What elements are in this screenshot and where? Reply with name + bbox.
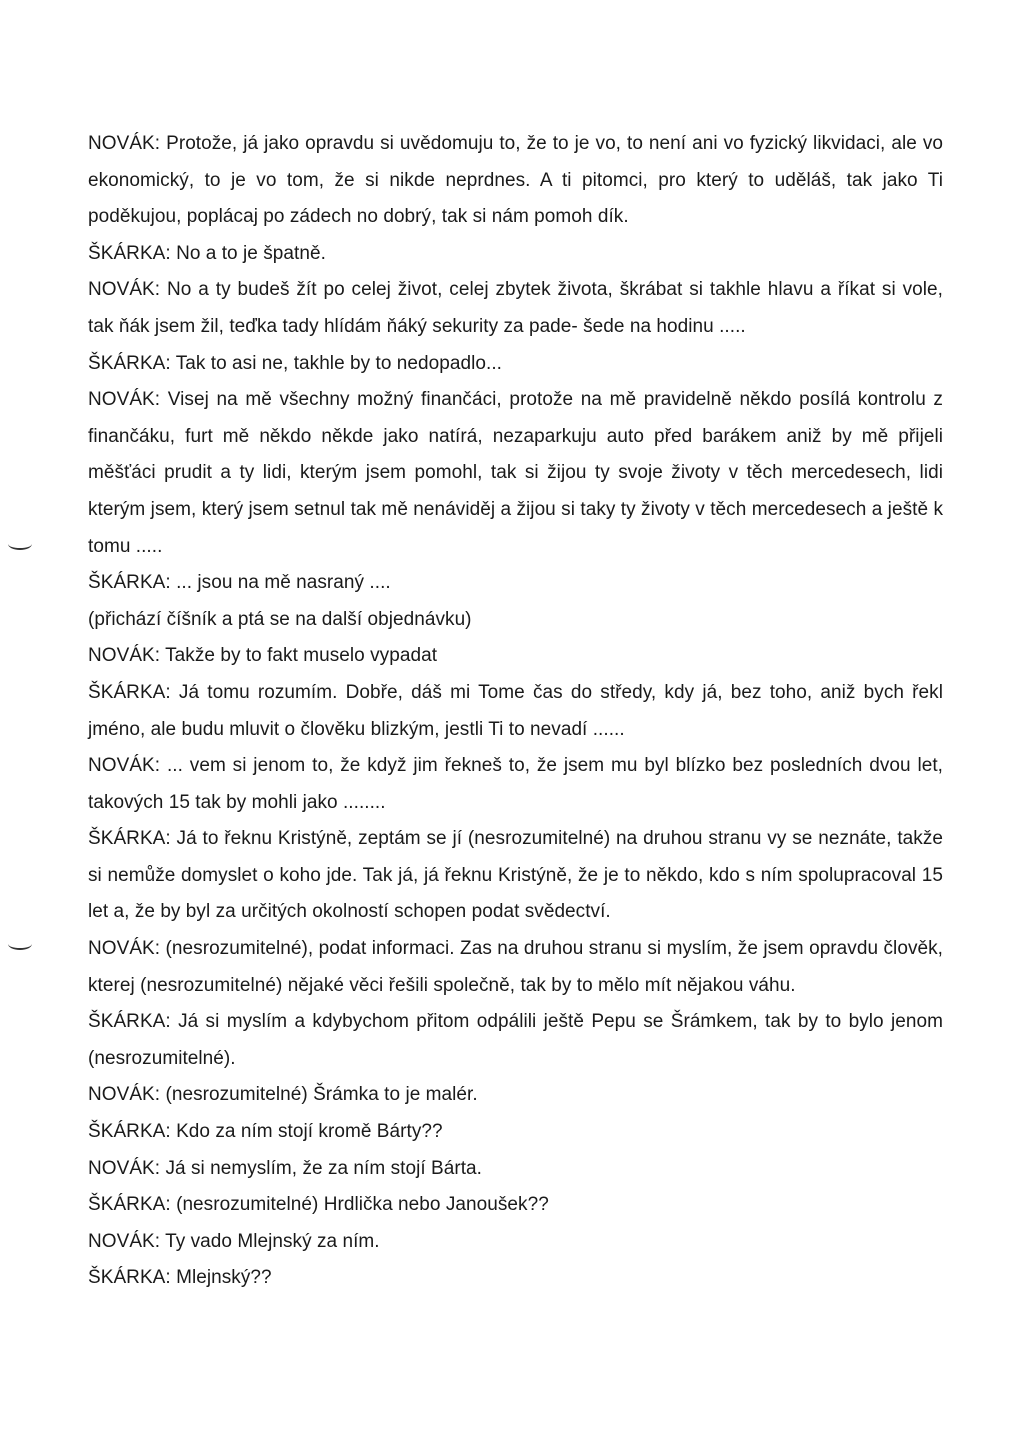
- line-text: Já si myslím a kdybychom přitom odpálili ještě Pepu se Šrámkem, tak by to bylo jenom (nesrozumitelné).: [88, 1011, 943, 1069]
- transcript-line: [88, 382, 943, 565]
- speaker-label: ŠKÁRKA:: [88, 572, 171, 594]
- line-text: (nesrozumitelné) Hrdlička nebo Janoušek??: [176, 1194, 549, 1216]
- line-text: Já to řeknu Kristýně, zeptám se jí (nesrozumitelné) na druhou stranu vy se neznáte, takže si nemůže domyslet o koho jde. Tak já, já řeknu Kristýně, že je to někdo, kdo s ním spolupracoval 15 let a, že by byl za určitých okolností schopen podat svědectví.: [88, 828, 943, 923]
- speaker-label: NOVÁK:: [88, 279, 161, 301]
- transcript: [88, 126, 943, 1297]
- line-text: Ty vado Mlejnský za ním.: [165, 1230, 380, 1252]
- speaker-label: NOVÁK:: [88, 645, 161, 667]
- speaker-label: NOVÁK:: [88, 755, 161, 777]
- speaker-label: NOVÁK:: [88, 1230, 161, 1252]
- speaker-label: NOVÁK:: [88, 133, 161, 154]
- line-text: No a to je špatně.: [176, 242, 326, 264]
- transcript-line: [88, 1187, 943, 1224]
- transcript-line: [88, 748, 943, 821]
- speaker-label: ŠKÁRKA:: [88, 1267, 171, 1289]
- transcript-line: [88, 1114, 943, 1151]
- line-text: ... vem si jenom to, že když jim řekneš to, že jsem mu byl blízko bez posledních dvou let, takových 15 tak by mohli jako ........: [88, 755, 943, 813]
- speaker-label: ŠKÁRKA:: [88, 681, 171, 703]
- line-text: (nesrozumitelné), podat informaci. Zas na druhou stranu si myslím, že jsem opravdu člověk, kterej (nesrozumitelné) nějaké věci řešili společně, tak by to mělo mít nějakou váhu.: [88, 938, 943, 996]
- speaker-label: NOVÁK:: [88, 938, 161, 960]
- line-text: No a ty budeš žít po celej život, celej zbytek života, škrábat si takhle hlavu a říkat si vole, tak ňák jsem žil, teďka tady hlídám ňáký sekurity za pade- šede na hodinu .....: [88, 279, 943, 337]
- line-text: Protože, já jako opravdu si uvědomuju to, že to je vo, to není ani vo fyzický likvidaci, ale vo ekonomický, to je vo tom, že si nikde neprdnes. A ti pitomci, pro který to uděláš, tak jako Ti poděkujou, poplácaj po zádech no dobrý, tak si nám pomoh dík.: [88, 133, 943, 228]
- line-text: Visej na mě všechny možný finančáci, protože na mě pravidelně někdo posílá kontrolu z finančáku, furt mě někdo někde jako natírá, nezaparkuju auto před barákem aniž by mě přijeli měšťáci prudit a ty lidi, kterým jsem pomohl, tak si žijou ty svoje životy v těch mercedesech, lidi kterým jsem, který jsem setnul tak mě nenáviděj a žijou si taky ty životy v těch mercedesech a ještě k tomu .....: [88, 389, 943, 557]
- line-text: Já si nemyslím, že za ním stojí Bárta.: [165, 1157, 483, 1179]
- speaker-label: NOVÁK:: [88, 1157, 161, 1179]
- speaker-label: ŠKÁRKA:: [88, 1194, 171, 1216]
- line-text: (přichází číšník a ptá se na další objednávku): [88, 608, 472, 630]
- transcript-line: [88, 638, 943, 675]
- speaker-label: ŠKÁRKA:: [88, 1121, 171, 1143]
- line-text: Mlejnský??: [176, 1267, 272, 1289]
- speaker-label: ŠKÁRKA:: [88, 828, 171, 850]
- margin-mark: [8, 938, 32, 950]
- transcript-line: [88, 272, 943, 345]
- transcript-line: [88, 236, 943, 273]
- transcript-line: [88, 346, 943, 383]
- stage-direction: [88, 602, 943, 639]
- transcript-line: [88, 565, 943, 602]
- speaker-label: NOVÁK:: [88, 1084, 161, 1106]
- transcript-line: [88, 1151, 943, 1188]
- transcript-line: [88, 821, 943, 931]
- transcript-line: [88, 1224, 943, 1261]
- speaker-label: ŠKÁRKA:: [88, 352, 171, 374]
- line-text: Tak to asi ne, takhle by to nedopadlo...: [175, 352, 502, 374]
- transcript-line: [88, 931, 943, 1004]
- line-text: Takže by to fakt muselo vypadat: [165, 645, 438, 667]
- line-text: ... jsou na mě nasraný ....: [176, 572, 391, 594]
- transcript-line: [88, 1260, 943, 1297]
- transcript-line: [88, 1004, 943, 1077]
- transcript-line: [88, 1077, 943, 1114]
- speaker-label: NOVÁK:: [88, 389, 161, 411]
- line-text: (nesrozumitelné) Šrámka to je malér.: [165, 1084, 478, 1106]
- line-text: Já tomu rozumím. Dobře, dáš mi Tome čas do středy, kdy já, bez toho, aniž bych řekl jméno, ale budu mluvit o člověku blizkým, jestli Ti to nevadí ......: [88, 681, 943, 740]
- transcript-line: [88, 126, 943, 236]
- speaker-label: ŠKÁRKA:: [88, 242, 171, 264]
- speaker-label: ŠKÁRKA:: [88, 1011, 171, 1033]
- line-text: Kdo za ním stojí kromě Bárty??: [176, 1121, 443, 1143]
- transcript-line: [88, 675, 943, 748]
- margin-mark: [8, 538, 32, 550]
